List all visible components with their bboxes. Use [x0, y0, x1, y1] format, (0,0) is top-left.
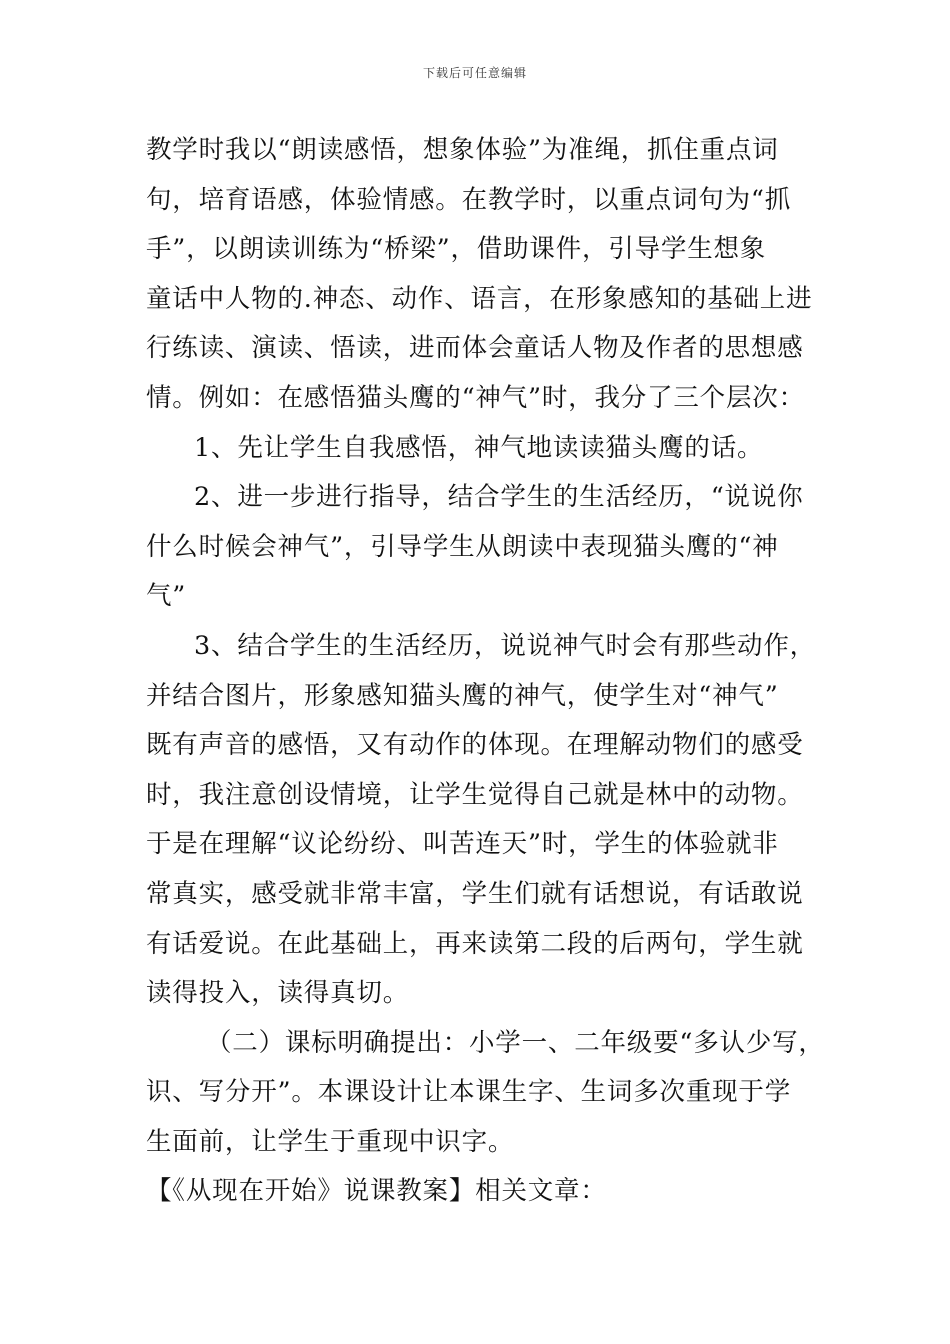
section-two-line: （二）课标明确提出：小学一、二年级要“多认少写， [206, 1027, 825, 1058]
list-item-3: 3、结合学生的生活经历，说说神气时会有那些动作， [194, 630, 816, 661]
paragraph-line: 手”，以朗读训练为“桥梁”，借助课件，引导学生想象 [146, 234, 767, 265]
paragraph-line: 什么时候会神气”，引导学生从朗读中表现猫头鹰的“神 [146, 531, 779, 562]
related-articles-heading: 【《从现在开始》说课教案】相关文章： [146, 1176, 607, 1207]
paragraph-line: 生面前，让学生于重现中识字。 [146, 1126, 515, 1157]
paragraph-line: 常真实，感受就非常丰富，学生们就有话想说，有话敢说 [146, 878, 804, 909]
paragraph-line: 气” [146, 581, 187, 612]
paragraph-line: 教学时我以“朗读感悟，想象体验”为准绳，抓住重点词 [146, 135, 779, 165]
paragraph-line: 读得投入，读得真切。 [146, 978, 410, 1009]
paragraph-line: 童话中人物的.神态、动作、语言，在形象感知的基础上进 [146, 283, 813, 314]
list-item-2: 2、进一步进行指导，结合学生的生活经历，“说说你 [194, 482, 804, 513]
page-header-note: 下载后可任意编辑 [422, 66, 527, 80]
paragraph-line: 识、写分开”。本课设计让本课生字、生词多次重现于学 [146, 1077, 792, 1108]
paragraph-line: 句，培育语感，体验情感。在教学时，以重点词句为“抓 [146, 184, 792, 215]
paragraph-line: 既有声音的感悟，又有动作的体现。在理解动物们的感受 [146, 730, 804, 761]
paragraph-line: 情。例如：在感悟猫头鹰的“神气”时，我分了三个层次： [146, 382, 805, 413]
paragraph-line: 并结合图片，形象感知猫头鹰的神气，使学生对“神气” [146, 680, 779, 711]
list-item-1: 1、先让学生自我感悟，神气地读读猫头鹰的话。 [194, 432, 764, 463]
paragraph-line: 于是在理解“议论纷纷、叫苦连天”时，学生的体验就非 [146, 829, 779, 860]
paragraph-line: 行练读、演读、悟读，进而体会童话人物及作者的思想感 [146, 333, 804, 364]
paragraph-line: 时，我注意创设情境，让学生觉得自己就是林中的动物。 [146, 779, 804, 810]
document-body [146, 126, 825, 1217]
paragraph-line: 有话爱说。在此基础上，再来读第二段的后两句，学生就 [146, 928, 804, 959]
